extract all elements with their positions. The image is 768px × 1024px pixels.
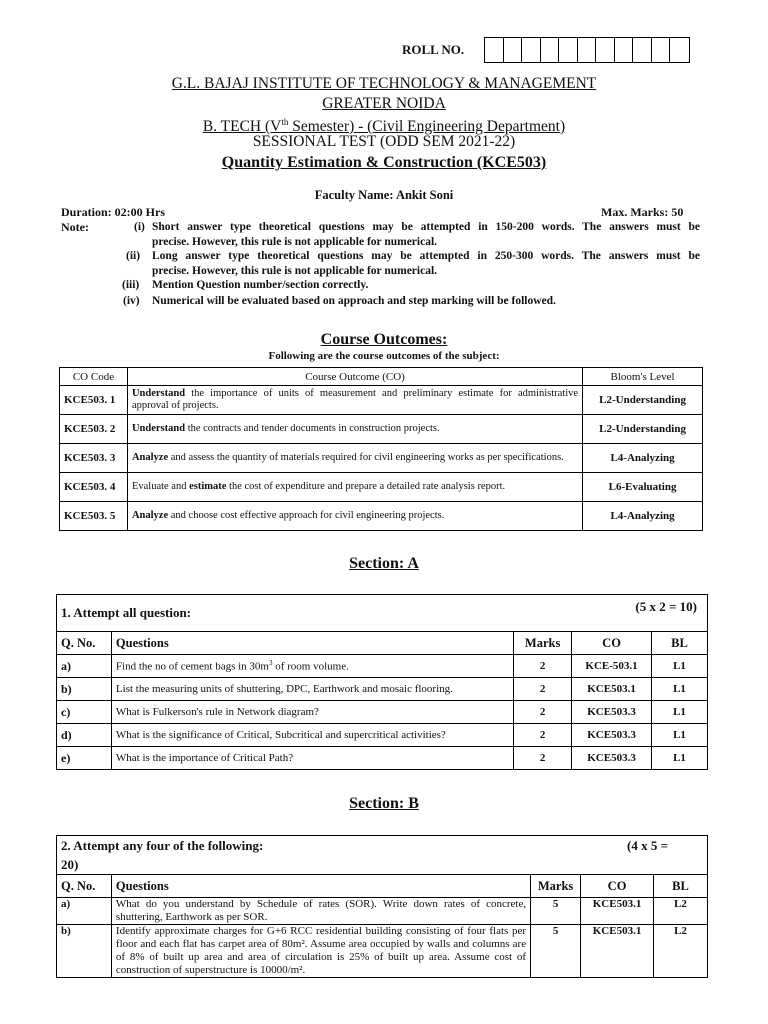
table-row bbox=[57, 701, 708, 724]
question-number: a) bbox=[57, 898, 112, 925]
note-iii-text: Mention Question number/section correctly. bbox=[152, 279, 369, 291]
question-marks: 2 bbox=[514, 747, 572, 770]
question-marks: 2 bbox=[514, 724, 572, 747]
question-marks: 2 bbox=[514, 701, 572, 724]
roll-box bbox=[559, 38, 578, 62]
question-marks: 2 bbox=[514, 655, 572, 678]
question-bl: L1 bbox=[652, 701, 708, 724]
question-text: What is Fulkerson's rule in Network diagram? bbox=[111, 701, 513, 724]
note-i-num: (i) bbox=[134, 221, 145, 233]
question-bl: L1 bbox=[652, 678, 708, 701]
table-row bbox=[57, 747, 708, 770]
roll-box bbox=[522, 38, 541, 62]
table-row bbox=[60, 415, 703, 444]
course-outcomes-title: Course Outcomes: bbox=[320, 331, 448, 348]
program-suffix: Semester) - (Civil Engineering Department) bbox=[288, 118, 566, 136]
header-co: CO bbox=[572, 632, 652, 655]
question-co: KCE503.3 bbox=[572, 724, 652, 747]
duration: Duration: 02:00 Hrs bbox=[61, 205, 165, 219]
institute-city: GREATER NOIDA bbox=[322, 95, 446, 112]
co-level: L2-Understanding bbox=[583, 415, 703, 444]
header-qno: Q. No. bbox=[57, 632, 112, 655]
question-text: List the measuring units of shuttering, DPC, Earthwork and mosaic flooring. bbox=[111, 678, 513, 701]
note-iv-num: (iv) bbox=[123, 295, 140, 307]
co-level: L2-Understanding bbox=[583, 386, 703, 415]
section-b-marks-scheme-wrap: 20) bbox=[61, 857, 79, 872]
table-row bbox=[57, 678, 708, 701]
course-outcomes-subtitle: Following are the course outcomes of the subject: bbox=[268, 350, 500, 362]
table-row bbox=[60, 444, 703, 473]
question-bl: L1 bbox=[652, 655, 708, 678]
co-level: L4-Analyzing bbox=[583, 444, 703, 473]
table-header-row bbox=[57, 632, 708, 655]
co-level: L6-Evaluating bbox=[583, 473, 703, 502]
question-marks: 5 bbox=[531, 925, 581, 978]
co-description: Understand the contracts and tender documents in construction projects. bbox=[127, 415, 582, 444]
question-co: KCE503.3 bbox=[572, 701, 652, 724]
roll-box bbox=[596, 38, 615, 62]
question-bl: L2 bbox=[654, 898, 708, 925]
section-a-table bbox=[56, 594, 708, 770]
table-row bbox=[60, 502, 703, 531]
co-description: Evaluate and estimate the cost of expenditure and prepare a detailed rate analysis report. bbox=[127, 473, 582, 502]
note-ii-text: Long answer type theoretical questions may be attempted in 250-300 words. The answers must be bbox=[152, 250, 700, 262]
section-b-table bbox=[56, 835, 708, 978]
roll-box bbox=[633, 38, 652, 62]
test-name: SESSIONAL TEST (ODD SEM 2021-22) bbox=[252, 133, 516, 150]
header-qno: Q. No. bbox=[57, 875, 112, 898]
header-co: CO bbox=[581, 875, 654, 898]
faculty-name: Faculty Name: Ankit Soni bbox=[314, 188, 454, 202]
note-i-text: Short answer type theoretical questions may be attempted in 150-200 words. The answers must be bbox=[152, 221, 700, 233]
question-number: c) bbox=[57, 701, 112, 724]
section-a-instruction: 1. Attempt all question: bbox=[61, 605, 191, 620]
header-co-code: CO Code bbox=[60, 368, 128, 386]
question-number: d) bbox=[57, 724, 112, 747]
note-label: Note: bbox=[61, 220, 89, 234]
question-text: What do you understand by Schedule of rates (SOR). Write down rates of concrete, shuttering, Earthwork as per SOR. bbox=[111, 898, 530, 925]
header-bl: BL bbox=[654, 875, 708, 898]
question-number: e) bbox=[57, 747, 112, 770]
question-co: KCE503.3 bbox=[572, 747, 652, 770]
question-co: KCE-503.1 bbox=[572, 655, 652, 678]
roll-no-label: ROLL NO. bbox=[402, 42, 465, 57]
note-i-cont: precise. However, this rule is not applicable for numerical. bbox=[152, 236, 438, 248]
roll-box bbox=[652, 38, 671, 62]
header-bl: BL bbox=[652, 632, 708, 655]
question-marks: 2 bbox=[514, 678, 572, 701]
roll-box bbox=[541, 38, 560, 62]
roll-box bbox=[615, 38, 634, 62]
section-a-marks-scheme: (5 x 2 = 10) bbox=[635, 599, 697, 614]
subject-title: Quantity Estimation & Construction (KCE503) bbox=[221, 154, 547, 171]
table-header-row bbox=[57, 875, 708, 898]
header-marks: Marks bbox=[531, 875, 581, 898]
program-prefix: B. TECH (V bbox=[202, 118, 282, 136]
question-bl: L2 bbox=[654, 925, 708, 978]
co-code: KCE503. 5 bbox=[60, 502, 128, 531]
table-row bbox=[57, 655, 708, 678]
note-ii-num: (ii) bbox=[126, 250, 141, 262]
question-number: b) bbox=[57, 925, 112, 978]
question-co: KCE503.1 bbox=[572, 678, 652, 701]
question-bl: L1 bbox=[652, 747, 708, 770]
note-iii-num: (iii) bbox=[122, 279, 140, 291]
header-marks: Marks bbox=[514, 632, 572, 655]
question-co: KCE503.1 bbox=[581, 898, 654, 925]
co-code: KCE503. 1 bbox=[60, 386, 128, 415]
table-row bbox=[60, 473, 703, 502]
co-code: KCE503. 2 bbox=[60, 415, 128, 444]
question-text: Identify approximate charges for G+6 RCC residential building consisting of four flats per floor and each flat has carpet area of 80m². Assume area occupied by walls and columns are of 8% of built up area and area of circulation is 25% of built up area. Assume cost of construction of superstructure is 10000/m². bbox=[111, 925, 530, 978]
roll-box bbox=[578, 38, 597, 62]
co-code: KCE503. 3 bbox=[60, 444, 128, 473]
question-text: Find the no of cement bags in $30m^3$ of room volume. bbox=[111, 655, 513, 678]
header-questions: Questions bbox=[111, 875, 530, 898]
section-a-instruction-row bbox=[57, 595, 708, 632]
co-description: Understand the importance of units of measurement and preliminary estimate for administrative approval of projects. bbox=[127, 386, 582, 415]
table-header-row bbox=[60, 368, 703, 386]
question-number: a) bbox=[57, 655, 112, 678]
header-blooms-level: Bloom's Level bbox=[583, 368, 703, 386]
co-description: Analyze and choose cost effective approach for civil engineering projects. bbox=[127, 502, 582, 531]
table-row bbox=[60, 386, 703, 415]
note-ii-cont: precise. However, this rule is not applicable for numerical. bbox=[152, 265, 438, 277]
table-row bbox=[57, 925, 708, 978]
question-text: What is the importance of Critical Path? bbox=[111, 747, 513, 770]
co-level: L4-Analyzing bbox=[583, 502, 703, 531]
table-row bbox=[57, 898, 708, 925]
table-row bbox=[57, 724, 708, 747]
max-marks: Max. Marks: 50 bbox=[601, 205, 684, 219]
institute-name: G.L. BAJAJ INSTITUTE OF TECHNOLOGY & MANAGEMENT bbox=[171, 75, 597, 92]
roll-box bbox=[504, 38, 523, 62]
question-text: What is the significance of Critical, Subcritical and supercritical activities? bbox=[111, 724, 513, 747]
header-course-outcome: Course Outcome (CO) bbox=[127, 368, 582, 386]
section-b-marks-scheme: (4 x 5 = bbox=[627, 838, 668, 853]
co-code: KCE503. 4 bbox=[60, 473, 128, 502]
section-b-title: Section: B bbox=[349, 795, 419, 812]
section-b-instruction-row bbox=[57, 836, 708, 875]
note-iv-text: Numerical will be evaluated based on approach and step marking will be followed. bbox=[152, 295, 556, 307]
question-number: b) bbox=[57, 678, 112, 701]
header-questions: Questions bbox=[111, 632, 513, 655]
section-a-title: Section: A bbox=[349, 555, 419, 572]
question-bl: L1 bbox=[652, 724, 708, 747]
question-co: KCE503.1 bbox=[581, 925, 654, 978]
roll-box bbox=[485, 38, 504, 62]
co-description: Analyze and assess the quantity of materials required for civil engineering works as per specifications. bbox=[127, 444, 582, 473]
section-b-instruction: 2. Attempt any four of the following: bbox=[61, 838, 264, 853]
roll-no-boxes bbox=[484, 37, 690, 63]
question-marks: 5 bbox=[531, 898, 581, 925]
roll-box bbox=[670, 38, 689, 62]
course-outcomes-table bbox=[59, 367, 703, 531]
program-sup: th bbox=[281, 117, 289, 127]
